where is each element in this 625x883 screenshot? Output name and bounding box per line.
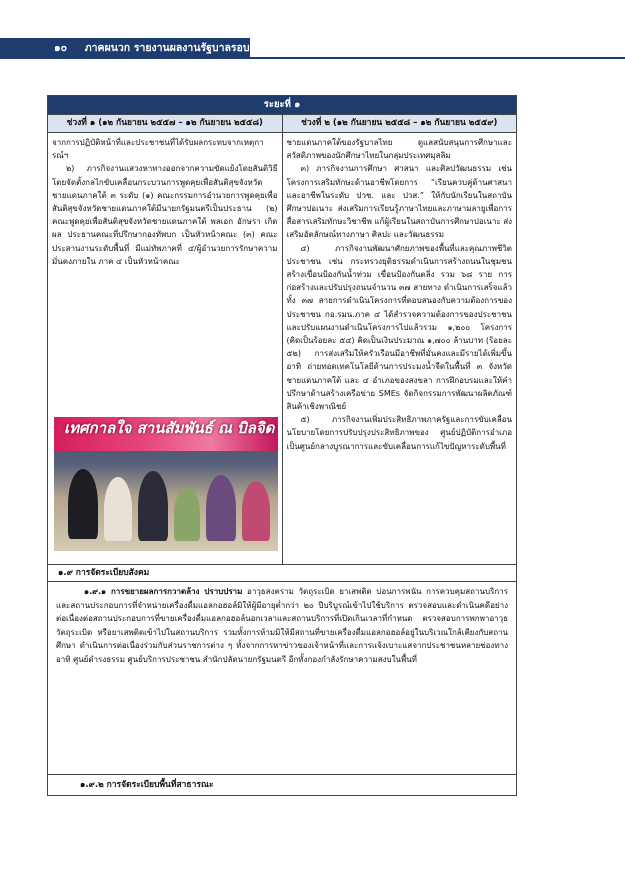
right-column [283,133,517,564]
photo-figure [138,471,168,541]
column-headers [48,115,516,133]
section-text: อาวุธสงคราม วัตถุระเบิด ยาเสพติด บ่อนการพนัน การควบคุมสถานบริการ และสถานประกอบการที่จำหน่ายเครื่องดื่มแอลกอฮอล์มิให้ผู้มีอายุต่ำกว่า ๒๐ ปีบริบูรณ์เข้าไปใช้บริการ ตรวจสอบและดำเนินคดีอย่างต่อเนื่องต่อสถานประกอบการที่ขายเครื่องดื่มแอลกอฮอล์นอกเวลาและสถานบริการที่เปิดเกินเวลาที่กำหนด ตรวจสอบการพกพาอาวุธ วัตถุระเบิด หรือยาเสพติดเข้าไปในสถานบริการ รวมทั้งการห้ามมิให้มีสถานที่ขายเครื่องดื่มแอลกอฮอล์อยู่ในบริเวณใกล้เคียงกับสถานศึกษา ดำเนินการต่อเนื่องร่วมกับส่วนราชการต่าง ๆ ทั้งจากการหาข่าวของเจ้าหน้าที่และการแจ้งเบาะแสจากประชาชนหลายช่องทาง อาทิ ศูนย์ดำรงธรรม ศูนย์บริการประชาชน สำนักปลัดนายกรัฐมนตรี อีกทั้งกองกำลังรักษาความสงบในพื้นที่ [56,587,508,664]
report-table [47,95,517,796]
right-paragraph-1: ชายแดนภาคใต้ของรัฐบาลไทย ดูแลสนับสนุนการศึกษาและสวัสดิภาพของนักศึกษาไทยในกลุ่มประเทศมุสลิม [286,138,512,161]
subsection-row [48,775,516,795]
page-header [0,38,625,58]
left-paragraph-2: ๒) ภารกิจงานแสวงหาทางออกจากความขัดแย้งโดยสันติวิธีโดยจัดตั้งกลไกขับเคลื่อนกระบวนการพูดคุยเพื่อสันติสุขจังหวัดชายแดนภาคใต้ ๓ ระดับ (๑) คณะกรรมการอำนวยการพูดคุยเพื่อสันติสุขจังหวัดชายแดนภาคใต้มีนายกรัฐมนตรีเป็นประธาน (๒) คณะพูดคุยเพื่อสันติสุขจังหวัดชายแดนภาคใต้ พลเอก อักษรา เกิดผล ประธานคณะที่ปรึกษากองทัพบก เป็นหัวหน้าคณะ (๓) คณะประสานงานระดับพื้นที่ มีแม่ทัพภาคที่ ๔/ผู้อำนวยการรักษาความมั่นคงภายใน ภาค ๔ เป็นหัวหน้าคณะ [52,164,278,266]
right-paragraph-3: ๔) ภารกิจงานพัฒนาศักยภาพของพื้นที่และคุณภาพชีวิตประชาชน เช่น กระทรวงยุติธรรมดำเนินการสร้างถนนในชุมชน สร้างเขื่อนป้องกันน้ำท่วม เขื่อนป้องกันตลิ่ง รวม ๖๘ ราย การก่อสร้างและปรับปรุงถนนจำนวน ๓๗ สายทาง ดำเนินการเสร็จแล้วทั้ง ๓๗ สายการดำเนินโครงการที่ตอบสนองกับความต้องการของประชาชน กอ.รมน.ภาค ๔ ได้สำรวจความต้องการของประชาชน และปรับแผนงานดำเนินโครงการไปแล้วรวม ๑,๒๐๐ โครงการ (คิดเป็นร้อยละ ๕๔) คิดเป็นเงินประมาณ ๑,๗๐๐ ล้านบาท (ร้อยละ ๕๒) การส่งเสริมให้ครัวเรือนมีอาชีพที่มั่นคงและมีรายได้เพิ่มขึ้น อาทิ ถ่ายทอดเทคโนโลยีด้านการประมงน้ำจืดในพื้นที่ ๓ จังหวัดชายแดนภาคใต้ และ ๔ อำเภอของสงขลา การฝึกอบรมและให้คำปรึกษาด้านสร้างเครือข่าย SMEs จัดกิจกรรมการพัฒนาผลิตภัณฑ์สินค้าเชิงพาณิชย์ [286,243,512,412]
event-photo [54,417,278,551]
left-column [48,133,283,564]
photo-caption: เทศกาลใจ สานสัมพันธ์ ณ บิลจิด [64,419,275,437]
period-label: ระยะที่ ๑ [48,96,516,115]
photo-figure [174,487,200,541]
columns-body [48,133,516,565]
subsection-title: ๑.๙.๒ การจัดระเบียบพื้นที่สาธารณะ [80,780,214,790]
photo-banner [54,417,278,451]
column-header-2: ช่วงที่ ๒ (๑๒ กันยายน ๒๕๕๘ – ๑๒ กันยายน ๒๕๕๙) [301,118,498,128]
header-text [0,38,270,58]
right-paragraph-4: ๕) ภารกิจงานเพิ่มประสิทธิภาพภาครัฐและการขับเคลื่อนนโยบายโดยการปรับปรุงประสิทธิภาพของ ศูนย์ปฏิบัติการอำเภอเป็นศูนย์กลางบูรณาการและขับเคลื่อนการแก้ไขปัญหาระดับพื้นที่ [286,415,512,451]
section-body [48,582,516,775]
photo-figure [242,481,270,541]
page-number: ๑๐ [54,42,68,54]
right-paragraph-2: ๓) ภารกิจงานการศึกษา ศาสนา และศิลปวัฒนธรรม เช่น โครงการเสริมทักษะด้านอาชีพโดยการ “เรียนควบคู่ด้านศาสนาและอาชีพในระดับ ปวช. และ ปวส.” ให้กับนักเรียนในสถาบันศึกษาปอเนาะ ส่งเสริมการเรียนรู้ภาษาไทยและภาษามลายูเพื่อการสื่อสารเสริมทักษะวิชาชีพ แก้ผู้เรียนในสถาบันการศึกษาปอเนาะ ส่งเสริมอัตลักษณ์ทางภาษา ศิลปะ และวัฒนธรรม [286,164,512,240]
section-title: ๑.๙ การจัดระเบียบสังคม [48,565,516,582]
header-rule [0,57,625,59]
section-paragraph [56,585,508,666]
column-header-1: ช่วงที่ ๑ (๑๒ กันยายน ๒๕๕๗ – ๑๒ กันยายน ๒๕๕๘) [48,115,283,132]
header-title: ภาคผนวก รายงานผลงานรัฐบาลรอบ ๒ ปี [84,42,271,54]
photo-figure [68,469,98,539]
section-subheading: ๑.๙.๑ การขยายผลการกวาดล้าง ปราบปราม [84,587,243,596]
left-paragraph-1: จากการปฏิบัติหน้าที่และประชาชนที่ได้รับผลกระทบจากเหตุการณ์ฯ [52,138,264,161]
photo-figure [104,477,132,541]
photo-figure [206,475,236,541]
